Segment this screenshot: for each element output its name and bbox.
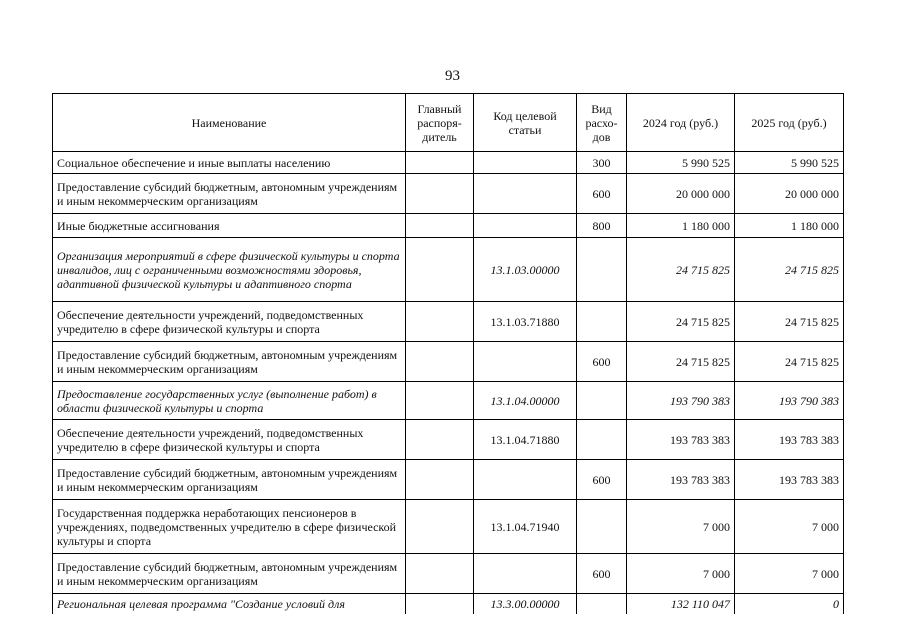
row-code: 13.1.04.00000 <box>474 382 577 420</box>
table-row <box>53 420 844 460</box>
row-2024: 7 000 <box>627 554 735 594</box>
row-name: Предоставление субсидий бюджетным, автономным учреждениям и иным некоммерческим организациям <box>53 174 406 214</box>
row-code <box>474 214 577 238</box>
table-row <box>53 554 844 594</box>
row-2024: 7 000 <box>627 500 735 554</box>
row-kind <box>577 594 627 614</box>
row-2025: 24 715 825 <box>735 302 844 342</box>
row-2024: 20 000 000 <box>627 174 735 214</box>
row-name: Социальное обеспечение и иные выплаты населению <box>53 152 406 174</box>
row-name: Предоставление государственных услуг (выполнение работ) в области физической культуры и спорта <box>53 382 406 420</box>
row-kind: 600 <box>577 554 627 594</box>
row-kind: 600 <box>577 460 627 500</box>
row-kind <box>577 420 627 460</box>
row-2025: 0 <box>735 594 844 614</box>
row-name: Обеспечение деятельности учреждений, подведомственных учредителю в сфере физической культуры и спорта <box>53 420 406 460</box>
row-code <box>474 342 577 382</box>
row-name: Предоставление субсидий бюджетным, автономным учреждениям и иным некоммерческим организациям <box>53 460 406 500</box>
page-number: 93 <box>445 68 460 84</box>
row-code: 13.1.04.71880 <box>474 420 577 460</box>
row-code <box>474 460 577 500</box>
row-2025: 20 000 000 <box>735 174 844 214</box>
row-code: 13.1.03.71880 <box>474 302 577 342</box>
row-2024: 24 715 825 <box>627 302 735 342</box>
row-2025: 7 000 <box>735 500 844 554</box>
row-chief <box>406 420 474 460</box>
table-row <box>53 302 844 342</box>
header-kind: Вид расхо-дов <box>577 94 627 152</box>
table-row <box>53 460 844 500</box>
row-name: Предоставление субсидий бюджетным, автономным учреждениям и иным некоммерческим организациям <box>53 342 406 382</box>
header-2025: 2025 год (руб.) <box>735 94 844 152</box>
table-row <box>53 174 844 214</box>
row-chief <box>406 302 474 342</box>
table-row <box>53 382 844 420</box>
row-2024: 132 110 047 <box>627 594 735 614</box>
row-chief <box>406 594 474 614</box>
row-kind <box>577 500 627 554</box>
header-chief: Главный распоря-дитель <box>406 94 474 152</box>
table-row <box>53 594 844 614</box>
row-2024: 1 180 000 <box>627 214 735 238</box>
row-2025: 5 990 525 <box>735 152 844 174</box>
row-2024: 24 715 825 <box>627 238 735 302</box>
row-kind: 300 <box>577 152 627 174</box>
row-2024: 5 990 525 <box>627 152 735 174</box>
row-code <box>474 554 577 594</box>
table-header-row <box>53 94 844 152</box>
row-name: Иные бюджетные ассигнования <box>53 214 406 238</box>
row-2025: 193 783 383 <box>735 420 844 460</box>
row-2025: 7 000 <box>735 554 844 594</box>
row-kind <box>577 382 627 420</box>
row-name: Обеспечение деятельности учреждений, подведомственных учредителю в сфере физической культуры и спорта <box>53 302 406 342</box>
row-2025: 1 180 000 <box>735 214 844 238</box>
table-row <box>53 500 844 554</box>
row-2025: 24 715 825 <box>735 238 844 302</box>
header-name: Наименование <box>53 94 406 152</box>
row-chief <box>406 500 474 554</box>
row-chief <box>406 238 474 302</box>
row-chief <box>406 342 474 382</box>
table-row <box>53 214 844 238</box>
header-code: Код целевой статьи <box>474 94 577 152</box>
row-2024: 193 783 383 <box>627 420 735 460</box>
row-name: Государственная поддержка неработающих пенсионеров в учреждениях, подведомственных учредителю в сфере физической культуры и спорта <box>53 500 406 554</box>
row-code <box>474 152 577 174</box>
row-chief <box>406 152 474 174</box>
row-chief <box>406 174 474 214</box>
row-kind: 600 <box>577 342 627 382</box>
table-row <box>53 238 844 302</box>
row-chief <box>406 382 474 420</box>
row-code <box>474 174 577 214</box>
budget-table <box>52 93 844 614</box>
row-2025: 24 715 825 <box>735 342 844 382</box>
row-kind: 600 <box>577 174 627 214</box>
row-2025: 193 783 383 <box>735 460 844 500</box>
row-chief <box>406 214 474 238</box>
row-code: 13.3.00.00000 <box>474 594 577 614</box>
row-code: 13.1.04.71940 <box>474 500 577 554</box>
row-kind <box>577 302 627 342</box>
row-name: Региональная целевая программа "Создание условий для <box>53 594 406 614</box>
row-2024: 24 715 825 <box>627 342 735 382</box>
table-row <box>53 152 844 174</box>
row-2024: 193 790 383 <box>627 382 735 420</box>
row-2024: 193 783 383 <box>627 460 735 500</box>
row-2025: 193 790 383 <box>735 382 844 420</box>
row-name: Предоставление субсидий бюджетным, автономным учреждениям и иным некоммерческим организациям <box>53 554 406 594</box>
table-row <box>53 342 844 382</box>
row-kind: 800 <box>577 214 627 238</box>
row-chief <box>406 554 474 594</box>
row-kind <box>577 238 627 302</box>
row-chief <box>406 460 474 500</box>
header-2024: 2024 год (руб.) <box>627 94 735 152</box>
row-code: 13.1.03.00000 <box>474 238 577 302</box>
row-name: Организация мероприятий в сфере физической культуры и спорта инвалидов, лиц с ограниченными возможностями здоровья, адаптивной физической культуры и адаптивного спорта <box>53 238 406 302</box>
